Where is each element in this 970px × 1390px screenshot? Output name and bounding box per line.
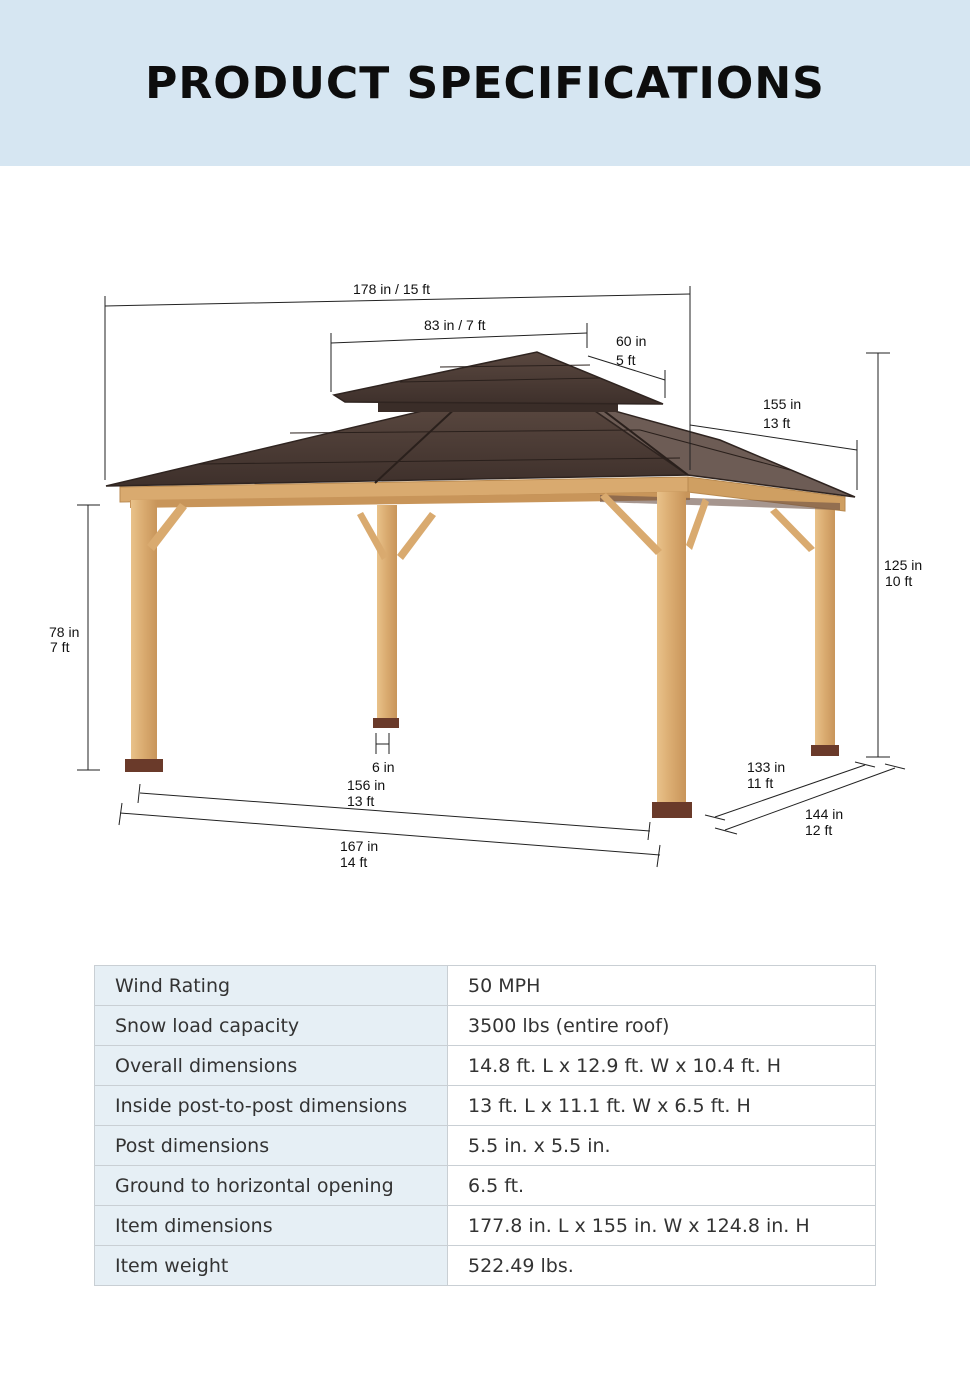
base-width-ft-label: 12 ft bbox=[805, 822, 833, 838]
overall-height-in-label: 125 in bbox=[884, 557, 923, 573]
top-roof-length-label: 83 in / 7 ft bbox=[424, 317, 486, 333]
table-row bbox=[95, 1086, 876, 1126]
spec-label: Item weight bbox=[95, 1246, 448, 1286]
base-length-in-label: 167 in bbox=[340, 838, 379, 854]
spec-value: 177.8 in. L x 155 in. W x 124.8 in. H bbox=[448, 1206, 876, 1246]
base-width-in-label: 144 in bbox=[805, 806, 844, 822]
table-row bbox=[95, 1206, 876, 1246]
spec-value: 13 ft. L x 11.1 ft. W x 6.5 ft. H bbox=[448, 1086, 876, 1126]
table-row bbox=[95, 1046, 876, 1086]
spec-label: Wind Rating bbox=[95, 966, 448, 1006]
top-roof-width-in-label: 60 in bbox=[616, 333, 647, 349]
clearance-ft-label: 7 ft bbox=[50, 639, 70, 655]
clearance-in-label: 78 in bbox=[49, 624, 80, 640]
table-row bbox=[95, 1246, 876, 1286]
spec-value: 5.5 in. x 5.5 in. bbox=[448, 1126, 876, 1166]
spec-label: Snow load capacity bbox=[95, 1006, 448, 1046]
gazebo-illustration bbox=[0, 270, 970, 890]
table-row bbox=[95, 966, 876, 1006]
header-banner bbox=[0, 0, 970, 166]
spec-value: 50 MPH bbox=[448, 966, 876, 1006]
table-row bbox=[95, 1166, 876, 1206]
spec-label: Inside post-to-post dimensions bbox=[95, 1086, 448, 1126]
spec-label: Post dimensions bbox=[95, 1126, 448, 1166]
spec-value: 3500 lbs (entire roof) bbox=[448, 1006, 876, 1046]
post-to-post-width-ft-label: 11 ft bbox=[747, 775, 774, 791]
overall-width-in-label: 155 in bbox=[763, 396, 802, 412]
specifications-table bbox=[94, 965, 876, 1286]
overall-height-ft-label: 10 ft bbox=[885, 573, 913, 589]
table-row bbox=[95, 1126, 876, 1166]
spec-label: Item dimensions bbox=[95, 1206, 448, 1246]
page-title: PRODUCT SPECIFICATIONS bbox=[145, 58, 825, 109]
base-length-ft-label: 14 ft bbox=[340, 854, 368, 870]
upper-roof bbox=[334, 352, 663, 412]
gazebo-diagram bbox=[0, 270, 970, 890]
post-size-label: 6 in bbox=[372, 759, 395, 775]
back-posts bbox=[357, 505, 839, 756]
top-roof-width-ft-label: 5 ft bbox=[616, 352, 636, 368]
overall-length-label: 178 in / 15 ft bbox=[353, 281, 431, 297]
overall-width-ft-label: 13 ft bbox=[763, 415, 791, 431]
post-to-post-length-in-label: 156 in bbox=[347, 777, 386, 793]
table-row bbox=[95, 1006, 876, 1046]
spec-label: Ground to horizontal opening bbox=[95, 1166, 448, 1206]
spec-value: 522.49 lbs. bbox=[448, 1246, 876, 1286]
spec-value: 6.5 ft. bbox=[448, 1166, 876, 1206]
post-to-post-width-in-label: 133 in bbox=[747, 759, 786, 775]
spec-value: 14.8 ft. L x 12.9 ft. W x 10.4 ft. H bbox=[448, 1046, 876, 1086]
spec-label: Overall dimensions bbox=[95, 1046, 448, 1086]
post-to-post-length-ft-label: 13 ft bbox=[347, 793, 375, 809]
